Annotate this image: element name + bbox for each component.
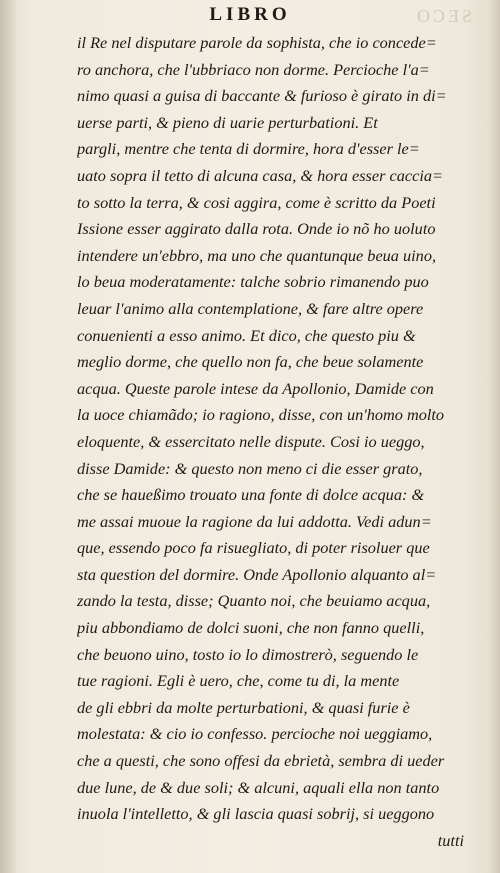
text-line: la uoce chiamãdo; io ragiono, disse, con un'homo molto — [77, 405, 445, 425]
text-line: tue ragioni. Egli è uero, che, come tu di, la mente — [77, 671, 400, 691]
text-line: intendere un'ebbro, ma uno che quantunque beua uino, — [77, 245, 437, 265]
text-line: que, essendo poco fa risuegliato, di poter risoluer que — [77, 538, 430, 558]
text-line: che se haueßimo trouato una fonte di dolce acqua: & — [77, 485, 425, 505]
text-line: to sotto la terra, & cosi aggira, come è scritto da Poeti — [77, 192, 436, 212]
text-line: ro anchora, che l'ubbriaco non dorme. Percioche l'a= — [77, 59, 430, 79]
text-line: meglio dorme, che quello non fa, che beue solamente — [77, 352, 424, 372]
text-line: Issione esser aggirato dalla rota. Onde io nõ ho uoluto — [77, 219, 436, 239]
text-line: uato sopra il tetto di alcuna casa, & hora esser caccia= — [77, 165, 443, 185]
text-line: disse Damide: & questo non meno ci die esser grato, — [77, 458, 423, 478]
text-line: il Re nel disputare parole da sophista, che io concede= — [77, 33, 437, 52]
text-line: uerse parti, & pieno di uarie perturbationi. Et — [77, 112, 378, 132]
text-line: conuenienti a esso animo. Et dico, che questo piu & — [77, 325, 416, 345]
text-line: eloquente, & essercitato nelle dispute. Cosi io ueggo, — [77, 431, 425, 451]
text-line: sta question del dormire. Onde Apollonio alquanto al= — [77, 564, 437, 584]
text-line: acqua. Queste parole intese da Apollonio, Damide con — [77, 378, 434, 398]
text-line: piu abbondiamo de dolci suoni, che non fanno quelli, — [77, 618, 425, 638]
text-line: leuar l'animo alla contemplatione, & fare altre opere — [77, 298, 424, 318]
text-line: inuola l'intelletto, & gli lascia quasi sobrij, si ueggono — [77, 804, 435, 824]
text-line: lo beua moderatamente: talche sobrio rimanendo puo — [77, 272, 429, 292]
text-line: zando la testa, disse; Quanto noi, che beuiamo acqua, — [77, 591, 431, 611]
text-line: che a questi, che sono offesi da ebrietà, sembra di ueder — [77, 751, 445, 771]
show-through-text: SECO — [413, 6, 472, 26]
text-line: che beuono uino, tosto io lo dimostrerò, seguendo le — [77, 644, 419, 664]
gutter-shadow — [0, 0, 18, 873]
catchword: tutti — [437, 830, 464, 850]
text-line: pargli, mentre che tenta di dormire, hora d'esser le= — [77, 139, 420, 159]
text-line: due lune, de & due soli; & alcuni, aquali ella non tanto — [77, 777, 440, 797]
body-text — [77, 30, 492, 854]
text-line: nimo quasi a guisa di baccante & furioso è girato in di= — [77, 86, 447, 106]
text-line: me assai muoue la ragione da lui addotta. Vedi adun= — [77, 511, 432, 531]
text-line: molestata: & cio io confesso. percioche noi ueggiamo, — [77, 724, 433, 744]
running-head: LIBRO — [209, 4, 291, 25]
text-line: de gli ebbri da molte perturbationi, & quasi furie è — [77, 697, 410, 717]
